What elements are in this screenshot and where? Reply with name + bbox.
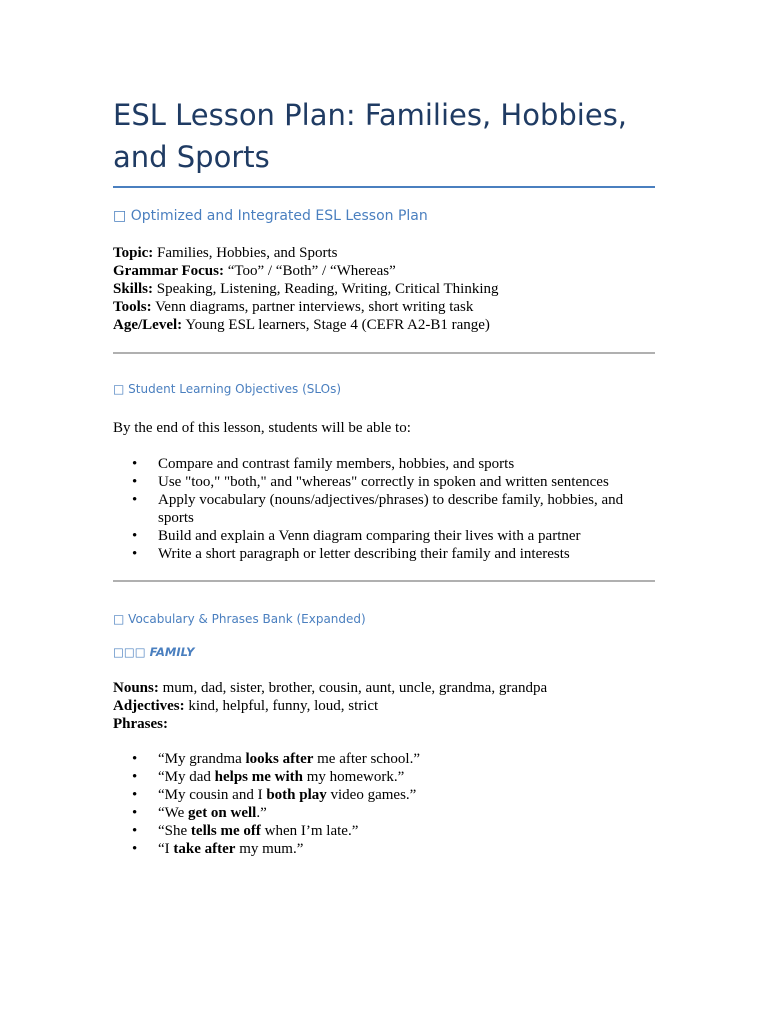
adjectives-value: kind, helpful, funny, loud, strict [184, 698, 379, 714]
objective-item [113, 527, 655, 545]
objective-item [113, 491, 655, 527]
objective-item [113, 473, 655, 491]
nouns-value: mum, dad, sister, brother, cousin, aunt, uncle, grandma, grandpa [158, 680, 548, 696]
phrase-key: helps me with [214, 769, 303, 785]
phrase-text: .” [256, 805, 267, 821]
bullet-icon: • [132, 823, 138, 839]
phrase-text: “She [158, 823, 191, 839]
phrase-item [113, 750, 655, 768]
objectives-intro: By the end of this lesson, students will be able to: [113, 420, 411, 436]
phrases-list [113, 750, 655, 858]
skills-line [113, 280, 655, 298]
phrases-label: Phrases: [113, 716, 168, 732]
target-icon: □ [113, 382, 125, 396]
objective-text: Apply vocabulary (nouns/adjectives/phrases) to describe family, hobbies, and sports [158, 492, 624, 526]
objective-text: Compare and contrast family members, hobbies, and sports [158, 456, 515, 472]
bullet-icon: • [132, 474, 138, 490]
objective-item [113, 545, 655, 563]
bullet-icon: • [132, 456, 138, 472]
phrase-key: looks after [245, 751, 314, 767]
objective-item [113, 455, 655, 473]
document-title: ESL Lesson Plan: Families, Hobbies, and Sports [113, 98, 628, 174]
bullet-icon: • [132, 751, 138, 767]
topic-label: Topic: [113, 245, 154, 261]
phrase-text: my mum.” [235, 841, 304, 857]
family-heading [113, 645, 655, 659]
vocabulary-heading-text: Vocabulary & Phrases Bank (Expanded) [128, 612, 366, 626]
vocabulary-heading [113, 612, 655, 626]
grammar-value: “Too” / “Both” / “Whereas” [223, 263, 396, 279]
objectives-list [113, 455, 655, 563]
phrase-text: my homework.” [303, 769, 405, 785]
main-heading-text: Optimized and Integrated ESL Lesson Plan [130, 208, 428, 224]
bullet-icon: • [132, 805, 138, 821]
phrase-item [113, 786, 655, 804]
phrase-key: take after [173, 841, 236, 857]
phrase-item [113, 822, 655, 840]
topic-line [113, 244, 655, 262]
objective-text: Write a short paragraph or letter describing their family and interests [158, 546, 570, 562]
grammar-line [113, 262, 655, 280]
age-value: Young ESL learners, Stage 4 (CEFR A2-B1 range) [182, 317, 490, 333]
adjectives-line [113, 697, 655, 715]
phrase-text: “My dad [158, 769, 215, 785]
nouns-label: Nouns: [113, 680, 159, 696]
main-heading [113, 208, 655, 224]
nouns-line [113, 679, 655, 697]
phrase-text: video games.” [326, 787, 417, 803]
objectives-heading-text: Student Learning Objectives (SLOs) [128, 382, 342, 396]
phrase-item [113, 804, 655, 822]
tools-line [113, 298, 655, 316]
bullet-icon: • [132, 492, 138, 508]
phrase-key: tells me off [190, 823, 261, 839]
family-icon: □□□ [113, 645, 146, 659]
objectives-heading [113, 382, 655, 396]
phrase-text: when I’m late.” [260, 823, 359, 839]
tools-value: Venn diagrams, partner interviews, short writing task [151, 299, 474, 315]
bullet-icon: • [132, 787, 138, 803]
phrase-text: “I [158, 841, 174, 857]
family-vocab-block [113, 679, 655, 733]
phrase-item [113, 768, 655, 786]
bullet-icon: • [132, 546, 138, 562]
skills-value: Speaking, Listening, Reading, Writing, Critical Thinking [153, 281, 499, 297]
age-label: Age/Level: [113, 317, 183, 333]
phrase-text: me after school.” [313, 751, 421, 767]
phrase-text: “My cousin and I [158, 787, 267, 803]
phrase-key: get on well [188, 805, 257, 821]
grammar-label: Grammar Focus: [113, 263, 224, 279]
objective-text: Build and explain a Venn diagram comparing their lives with a partner [158, 528, 581, 544]
heading-emoji-icon: □ [113, 208, 127, 224]
bullet-icon: • [132, 769, 138, 785]
age-line [113, 316, 655, 334]
phrase-text: “We [158, 805, 189, 821]
objective-text: Use "too," "both," and "whereas" correctly in spoken and written sentences [158, 474, 609, 490]
phrase-item [113, 840, 655, 858]
topic-value: Families, Hobbies, and Sports [153, 245, 338, 261]
tools-label: Tools: [113, 299, 152, 315]
phrases-line [113, 715, 655, 733]
overview-block [113, 244, 655, 334]
phrase-key: both play [266, 787, 327, 803]
books-icon: □ [113, 612, 125, 626]
family-heading-text: FAMILY [149, 645, 195, 659]
phrase-text: “My grandma [158, 751, 246, 767]
bullet-icon: • [132, 528, 138, 544]
skills-label: Skills: [113, 281, 154, 297]
adjectives-label: Adjectives: [113, 698, 185, 714]
bullet-icon: • [132, 841, 138, 857]
document-page [113, 94, 655, 858]
